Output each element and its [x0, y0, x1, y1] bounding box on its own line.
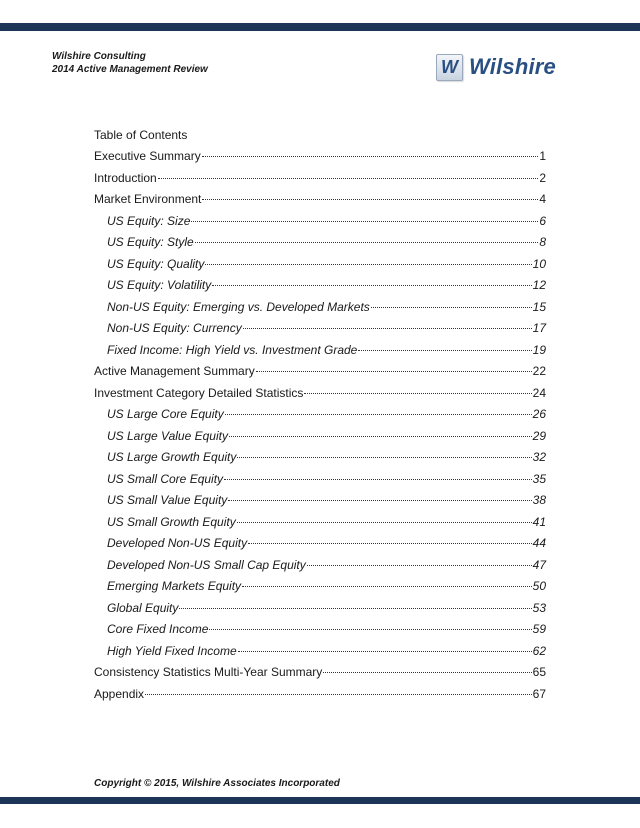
toc-entry-page: 65 — [532, 665, 546, 679]
toc-entry[interactable] — [94, 687, 546, 709]
toc-entry-page: 59 — [532, 622, 546, 636]
toc-entry-label: Fixed Income: High Yield vs. Investment Grade — [107, 342, 358, 357]
toc-dot-leader — [304, 393, 531, 394]
toc-entry-label: US Equity: Style — [107, 235, 194, 249]
toc-dot-leader — [248, 543, 532, 544]
toc-entry-label: Introduction — [94, 170, 157, 185]
toc-dot-leader — [212, 285, 531, 286]
toc-entry[interactable] — [94, 149, 546, 171]
bottom-border-bar — [0, 797, 640, 804]
toc-entry-label: Developed Non-US Equity — [107, 536, 248, 550]
toc-dot-leader — [224, 479, 532, 480]
toc-entry-label: Emerging Markets Equity — [107, 579, 242, 593]
toc-dot-leader — [371, 307, 532, 308]
toc-entry[interactable] — [94, 343, 546, 365]
toc-entry-page: 47 — [532, 557, 546, 572]
toc-entry-page: 1 — [539, 149, 546, 163]
toc-dot-leader — [191, 221, 538, 222]
toc-entry-page: 24 — [532, 385, 546, 400]
toc-dot-leader — [358, 350, 531, 351]
toc-entry-page: 12 — [532, 278, 546, 292]
toc-entry-page: 22 — [532, 364, 546, 378]
toc-entry-label: High Yield Fixed Income — [107, 643, 237, 658]
toc-entry-label: US Small Growth Equity — [107, 514, 236, 529]
toc-entry-page: 32 — [532, 450, 546, 464]
toc-entry-label: Core Fixed Income — [107, 622, 209, 636]
toc-dot-leader — [229, 436, 532, 437]
toc-dot-leader — [202, 156, 539, 157]
toc-entry-page: 41 — [532, 514, 546, 529]
toc-dot-leader — [323, 672, 531, 673]
toc-entry-label: Non-US Equity: Currency — [107, 321, 242, 335]
toc-entry[interactable] — [94, 493, 546, 515]
toc-entry[interactable] — [94, 450, 546, 472]
toc-entry[interactable] — [94, 536, 546, 558]
toc-entry[interactable] — [94, 472, 546, 494]
toc-entry-page: 50 — [532, 579, 546, 593]
toc-entry[interactable] — [94, 622, 546, 644]
toc-entry[interactable] — [94, 579, 546, 601]
toc-dot-leader — [307, 565, 532, 566]
toc-entry-page: 19 — [532, 342, 546, 357]
toc-dot-leader — [195, 242, 539, 243]
header-report-title: 2014 Active Management Review — [52, 64, 208, 75]
toc-entry[interactable] — [94, 644, 546, 666]
toc-dot-leader — [158, 178, 539, 179]
toc-entry-page: 29 — [532, 428, 546, 443]
toc-entry-page: 15 — [532, 299, 546, 314]
toc-dot-leader — [205, 264, 531, 265]
document-header — [52, 50, 208, 76]
toc-entry-page: 38 — [532, 493, 546, 507]
toc-entry-label: Active Management Summary — [94, 364, 255, 378]
toc-dot-leader — [237, 457, 531, 458]
toc-entry-page: 4 — [539, 192, 546, 206]
toc-entry-label: Developed Non-US Small Cap Equity — [107, 557, 306, 572]
wilshire-logo — [436, 53, 556, 81]
toc-entry-page: 2 — [539, 170, 546, 185]
toc-entry[interactable] — [94, 386, 546, 408]
toc-entry[interactable] — [94, 214, 546, 236]
toc-entry-page: 67 — [532, 686, 546, 701]
toc-entry-page: 53 — [532, 600, 546, 615]
toc-entry[interactable] — [94, 278, 546, 300]
toc-entry[interactable] — [94, 407, 546, 429]
toc-dot-leader — [237, 522, 532, 523]
toc-entry-label: Global Equity — [107, 600, 179, 615]
toc-entry[interactable] — [94, 515, 546, 537]
wilshire-w-icon: W — [436, 54, 463, 81]
toc-entry-label: US Small Value Equity — [107, 493, 228, 507]
toc-entry[interactable] — [94, 300, 546, 322]
toc-entry[interactable] — [94, 429, 546, 451]
table-of-contents — [94, 149, 546, 708]
toc-dot-leader — [256, 371, 532, 372]
toc-dot-leader — [242, 586, 532, 587]
toc-entry-page: 6 — [539, 213, 546, 228]
toc-entry-label: US Equity: Volatility — [107, 278, 212, 292]
toc-entry[interactable] — [94, 601, 546, 623]
toc-entry-label: Executive Summary — [94, 149, 201, 163]
toc-entry-label: Appendix — [94, 686, 145, 701]
toc-entry-label: Non-US Equity: Emerging vs. Developed Markets — [107, 299, 370, 314]
toc-entry[interactable] — [94, 321, 546, 343]
toc-dot-leader — [209, 629, 531, 630]
toc-entry-label: Market Environment — [94, 192, 202, 206]
toc-entry-page: 8 — [539, 235, 546, 249]
toc-entry-page: 10 — [532, 256, 546, 271]
toc-entry-label: US Large Growth Equity — [107, 450, 237, 464]
toc-entry-page: 35 — [532, 471, 546, 486]
toc-entry-label: Investment Category Detailed Statistics — [94, 385, 304, 400]
toc-entry[interactable] — [94, 364, 546, 386]
toc-entry[interactable] — [94, 665, 546, 687]
toc-entry-label: US Equity: Quality — [107, 256, 205, 271]
toc-dot-leader — [228, 500, 531, 501]
toc-dot-leader — [202, 199, 538, 200]
top-border-bar — [0, 23, 640, 31]
toc-entry-label: US Equity: Size — [107, 213, 191, 228]
toc-title: Table of Contents — [94, 128, 188, 142]
toc-entry[interactable] — [94, 192, 546, 214]
toc-entry-page: 17 — [532, 321, 546, 335]
toc-entry-label: Consistency Statistics Multi-Year Summary — [94, 665, 323, 679]
toc-entry[interactable] — [94, 235, 546, 257]
toc-dot-leader — [225, 414, 532, 415]
toc-entry[interactable] — [94, 171, 546, 193]
toc-entry-label: US Small Core Equity — [107, 471, 224, 486]
toc-entry-page: 44 — [532, 536, 546, 550]
toc-entry-page: 26 — [532, 407, 546, 421]
toc-dot-leader — [238, 651, 532, 652]
copyright-notice: Copyright © 2015, Wilshire Associates Incorporated — [94, 778, 340, 789]
toc-entry-label: US Large Value Equity — [107, 428, 228, 443]
toc-dot-leader — [179, 608, 531, 609]
toc-entry-page: 62 — [532, 643, 546, 658]
logo-wordmark: Wilshire — [469, 54, 556, 79]
toc-dot-leader — [243, 328, 532, 329]
toc-entry-label: US Large Core Equity — [107, 407, 224, 421]
toc-entry[interactable] — [94, 558, 546, 580]
header-company: Wilshire Consulting — [52, 51, 146, 62]
toc-dot-leader — [145, 694, 532, 695]
toc-entry[interactable] — [94, 257, 546, 279]
